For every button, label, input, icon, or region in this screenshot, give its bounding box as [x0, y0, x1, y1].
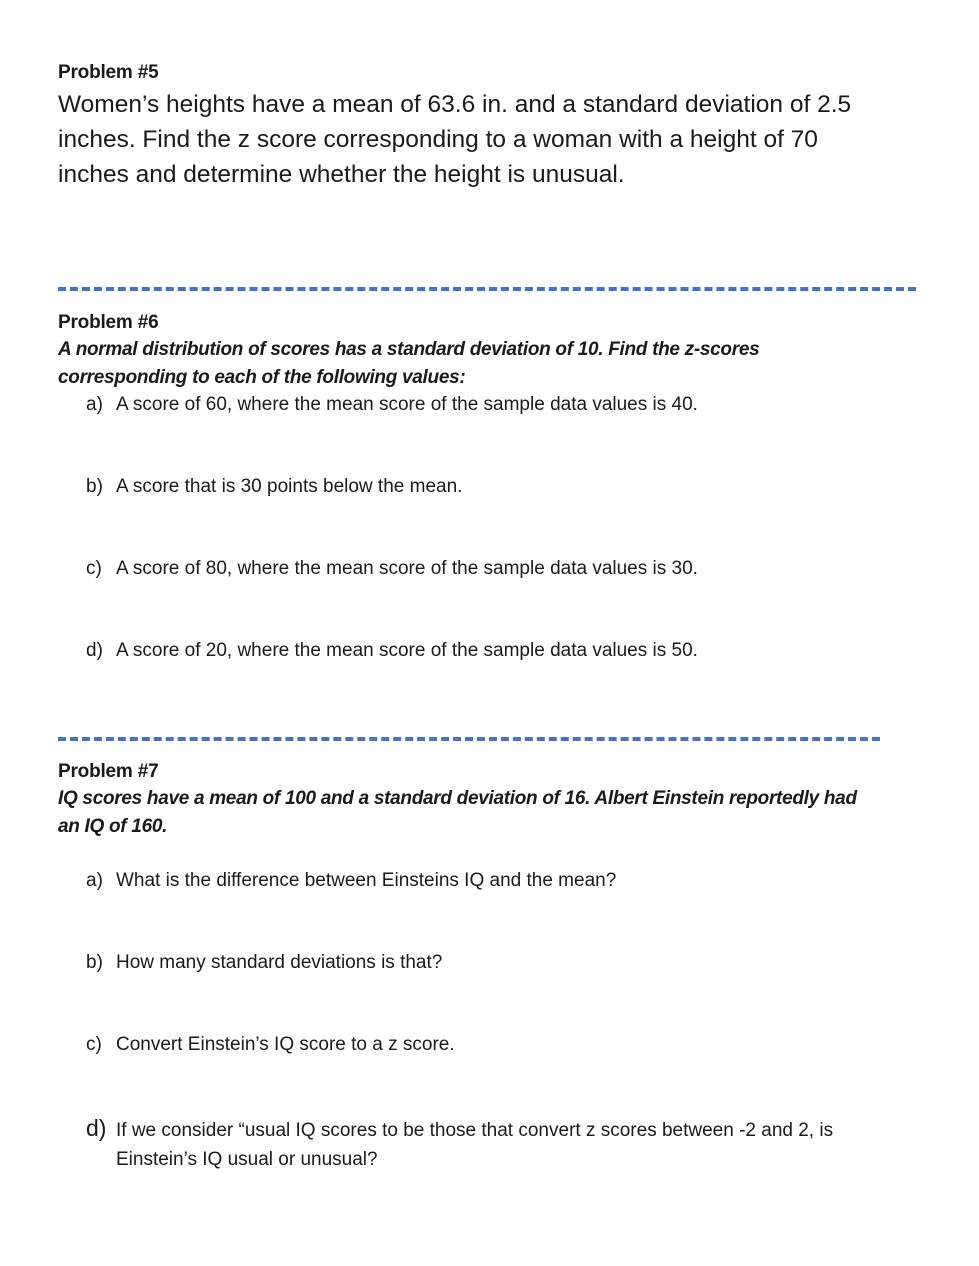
item-marker: a) — [86, 870, 103, 891]
item-marker: d) — [86, 640, 103, 661]
problem-7-item-c — [86, 1030, 455, 1059]
problem-6-heading: Problem #6 — [58, 312, 159, 333]
problem-6-item-a — [86, 390, 698, 419]
problem-7-heading: Problem #7 — [58, 761, 159, 782]
item-text: A score of 20, where the mean score of the sample data values is 50. — [116, 640, 698, 661]
item-text: How many standard deviations is that? — [116, 952, 443, 973]
item-marker: c) — [86, 1034, 102, 1055]
problem-6-intro-line: corresponding to each of the following values: — [58, 366, 466, 388]
item-text: Convert Einstein’s IQ score to a z score. — [116, 1034, 455, 1055]
item-text: If we consider “usual IQ scores to be those that convert z scores between -2 and 2, is — [116, 1120, 834, 1141]
problem-5-line: inches and determine whether the height is unusual. — [58, 161, 625, 188]
item-text: What is the difference between Einsteins IQ and the mean? — [116, 870, 617, 891]
item-marker: c) — [86, 558, 102, 579]
item-marker: d) — [86, 1115, 107, 1141]
item-marker: a) — [86, 394, 103, 415]
problem-6-item-d — [86, 636, 698, 665]
problem-7-item-a — [86, 866, 616, 895]
item-marker: b) — [86, 476, 103, 497]
item-text: A score of 60, where the mean score of the sample data values is 40. — [116, 394, 698, 415]
section-divider — [58, 737, 880, 741]
problem-6-item-c — [86, 554, 698, 583]
item-marker: b) — [86, 952, 103, 973]
item-text-continued: Einstein’s IQ usual or unusual? — [116, 1149, 378, 1170]
problem-6-intro-line: A normal distribution of scores has a standard deviation of 10. Find the z-scores — [58, 339, 760, 360]
problem-5-line: Women’s heights have a mean of 63.6 in. and a standard deviation of 2.5 — [58, 91, 852, 118]
problem-7-item-d — [86, 1114, 956, 1174]
section-divider — [58, 287, 916, 291]
item-text: A score of 80, where the mean score of the sample data values is 30. — [116, 558, 698, 579]
problem-5-line: inches. Find the z score corresponding to a woman with a height of 70 — [58, 126, 818, 153]
problem-5-text — [58, 87, 938, 192]
problem-6-intro — [58, 336, 759, 391]
problem-5-heading: Problem #5 — [58, 62, 159, 83]
problem-6-item-b — [86, 472, 462, 501]
problem-7-intro-line: IQ scores have a mean of 100 and a standard deviation of 16. Albert Einstein reportedly had — [58, 788, 857, 809]
problem-7-intro-line: an IQ of 160. — [58, 815, 168, 837]
problem-7-item-b — [86, 948, 442, 977]
problem-7-intro — [58, 785, 857, 840]
item-text: A score that is 30 points below the mean. — [116, 476, 463, 497]
